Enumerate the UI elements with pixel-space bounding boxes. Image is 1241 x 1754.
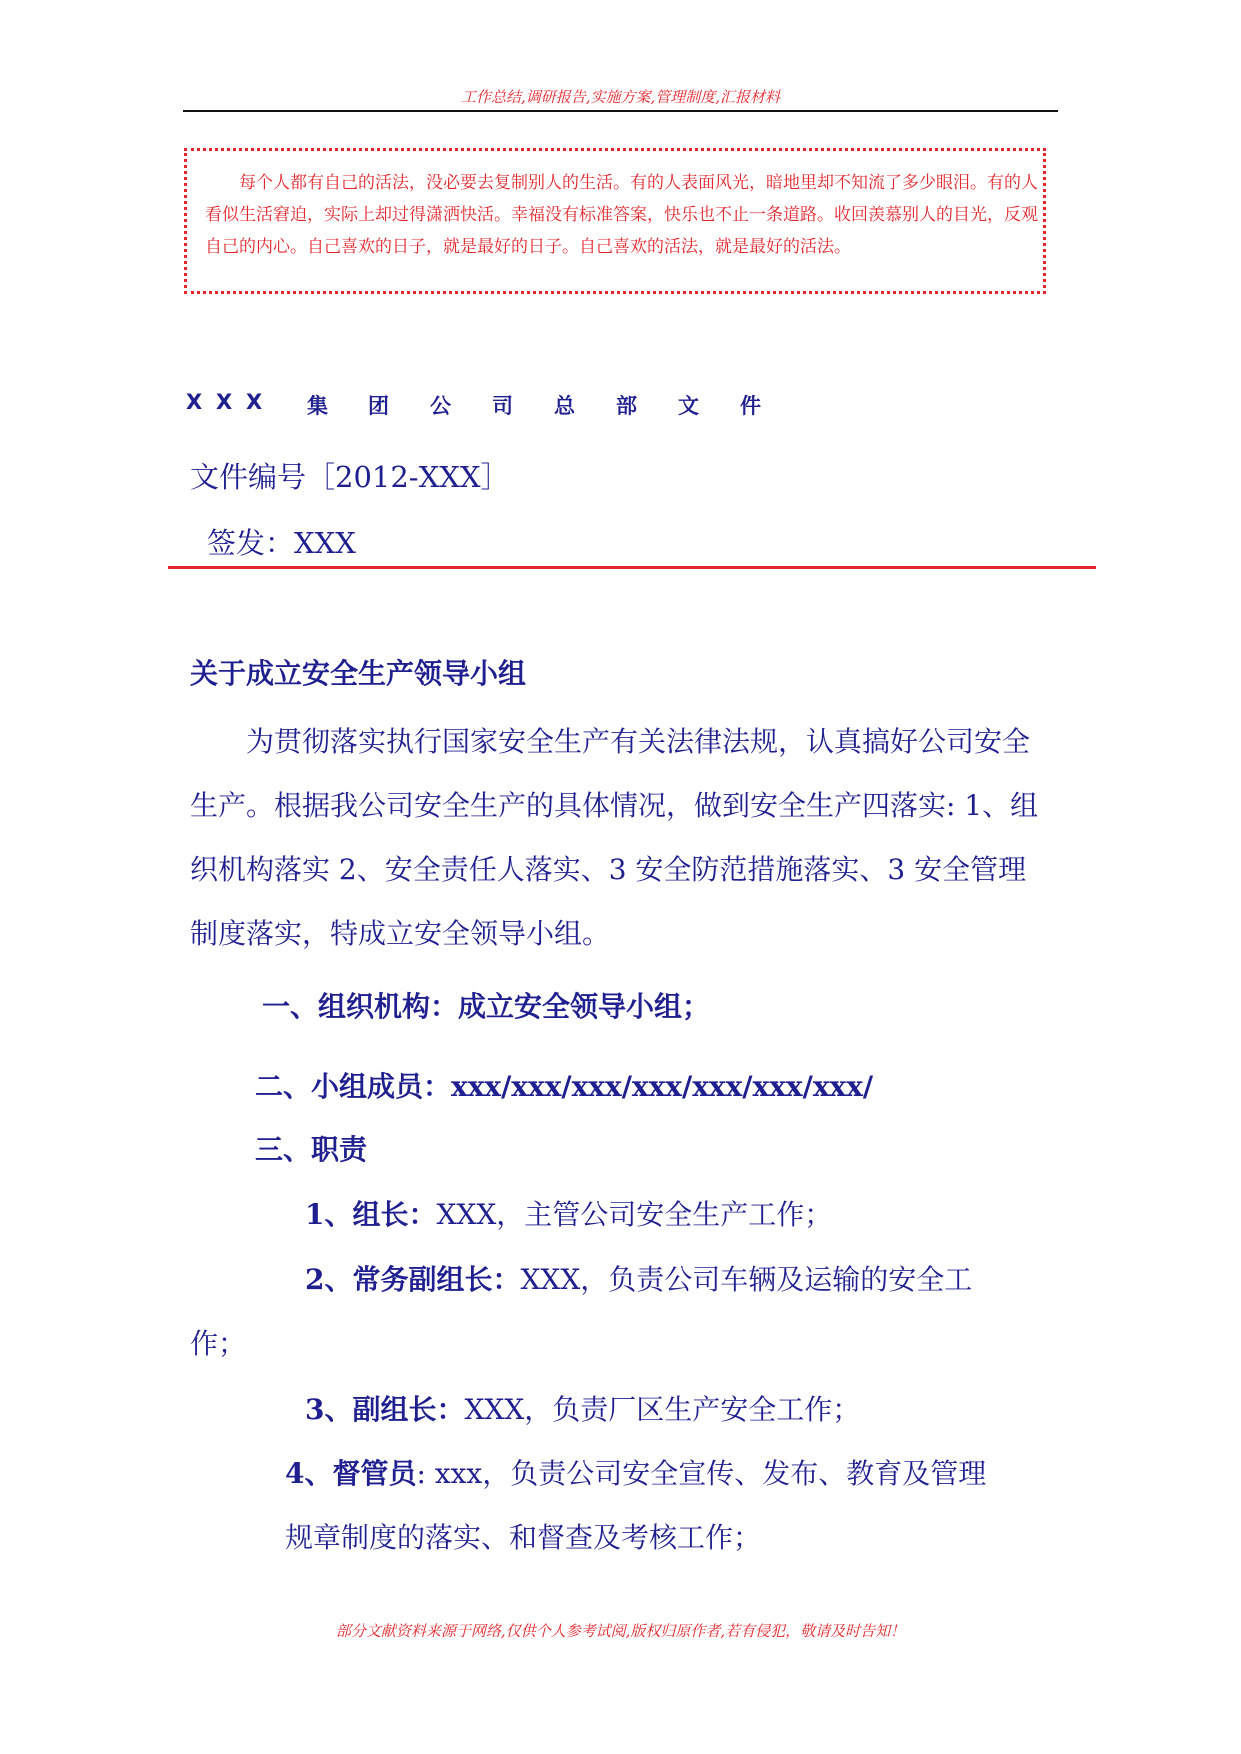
duty-label: 2、常务副组长： [305, 1263, 521, 1296]
doc-heading-char: 部 [616, 394, 637, 418]
document-number: 文件编号［2012-XXX］ [190, 460, 510, 494]
duty-text: XXX，主管公司安全生产工作； [436, 1198, 833, 1231]
document-title: 关于成立安全生产领导小组 [190, 657, 527, 690]
duty-continuation: 作； [190, 1327, 247, 1360]
header-divider [183, 110, 1058, 112]
doc-heading [186, 390, 886, 430]
duty-item [305, 1258, 972, 1298]
page-header-text: 工作总结,调研报告,实施方案,管理制度,汇报材料 [460, 88, 781, 106]
doc-heading-char: 文 [678, 394, 699, 418]
duty-continuation: 规章制度的落实、和督查及考核工作； [285, 1521, 762, 1554]
section-2: 二、小组成员：xxx/xxx/xxx/xxx/xxx/xxx/xxx/ [255, 1070, 874, 1103]
duty-text: : xxx，负责公司安全宣传、发布、教育及管理 [416, 1457, 987, 1490]
doc-heading-char: 团 [368, 394, 389, 418]
doc-heading-char: X [216, 390, 233, 414]
page-footer-text: 部分文献资料来源于网络,仅供个人参考试阅,版权归原作者,若有侵犯，敬请及时告知！ [335, 1622, 906, 1640]
doc-heading-char: X [246, 390, 263, 414]
doc-heading-char: X [186, 390, 203, 414]
doc-heading-char: 公 [430, 394, 451, 418]
duty-item [285, 1452, 986, 1492]
quote-box [184, 148, 1046, 294]
signer: 签发：XXX [207, 526, 356, 560]
doc-heading-char: 总 [554, 394, 575, 418]
section-1: 一、组织机构：成立安全领导小组； [262, 990, 711, 1023]
duty-label: 1、组长： [305, 1198, 437, 1231]
duty-label: 3、副组长： [305, 1393, 465, 1426]
duty-item [305, 1388, 860, 1428]
duty-item [305, 1193, 832, 1233]
section-3: 三、职责 [255, 1133, 368, 1166]
duty-text: XXX，负责公司车辆及运输的安全工 [520, 1263, 973, 1296]
intro-paragraph [190, 710, 1050, 966]
quote-text: 每个人都有自己的活法，没必要去复制别人的生活。有的人表面风光，暗地里却不知流了多少眼泪。有的人看似生活窘迫，实际上却过得潇洒快活。幸福没有标准答案，快乐也不止一条道路。收回羡慕别人的目光，反观自己的内心。自己喜欢的日子，就是最好的日子。自己喜欢的活法，就是最好的活法。 [205, 173, 1038, 257]
doc-heading-char: 司 [492, 394, 513, 418]
doc-heading-char: 件 [740, 394, 761, 418]
red-divider [168, 566, 1096, 569]
duty-label: 4、督管员 [285, 1457, 417, 1490]
duty-text: XXX，负责厂区生产安全工作； [464, 1393, 861, 1426]
doc-heading-char: 集 [307, 394, 328, 418]
intro-text: 为贯彻落实执行国家安全生产有关法律法规，认真搞好公司安全生产。根据我公司安全生产的具体情况，做到安全生产四落实: 1、组织机构落实 2、安全责任人落实、3 安全防范措施落实、3 安全管理制度落实，特成立安全领导小组。 [190, 725, 1039, 950]
